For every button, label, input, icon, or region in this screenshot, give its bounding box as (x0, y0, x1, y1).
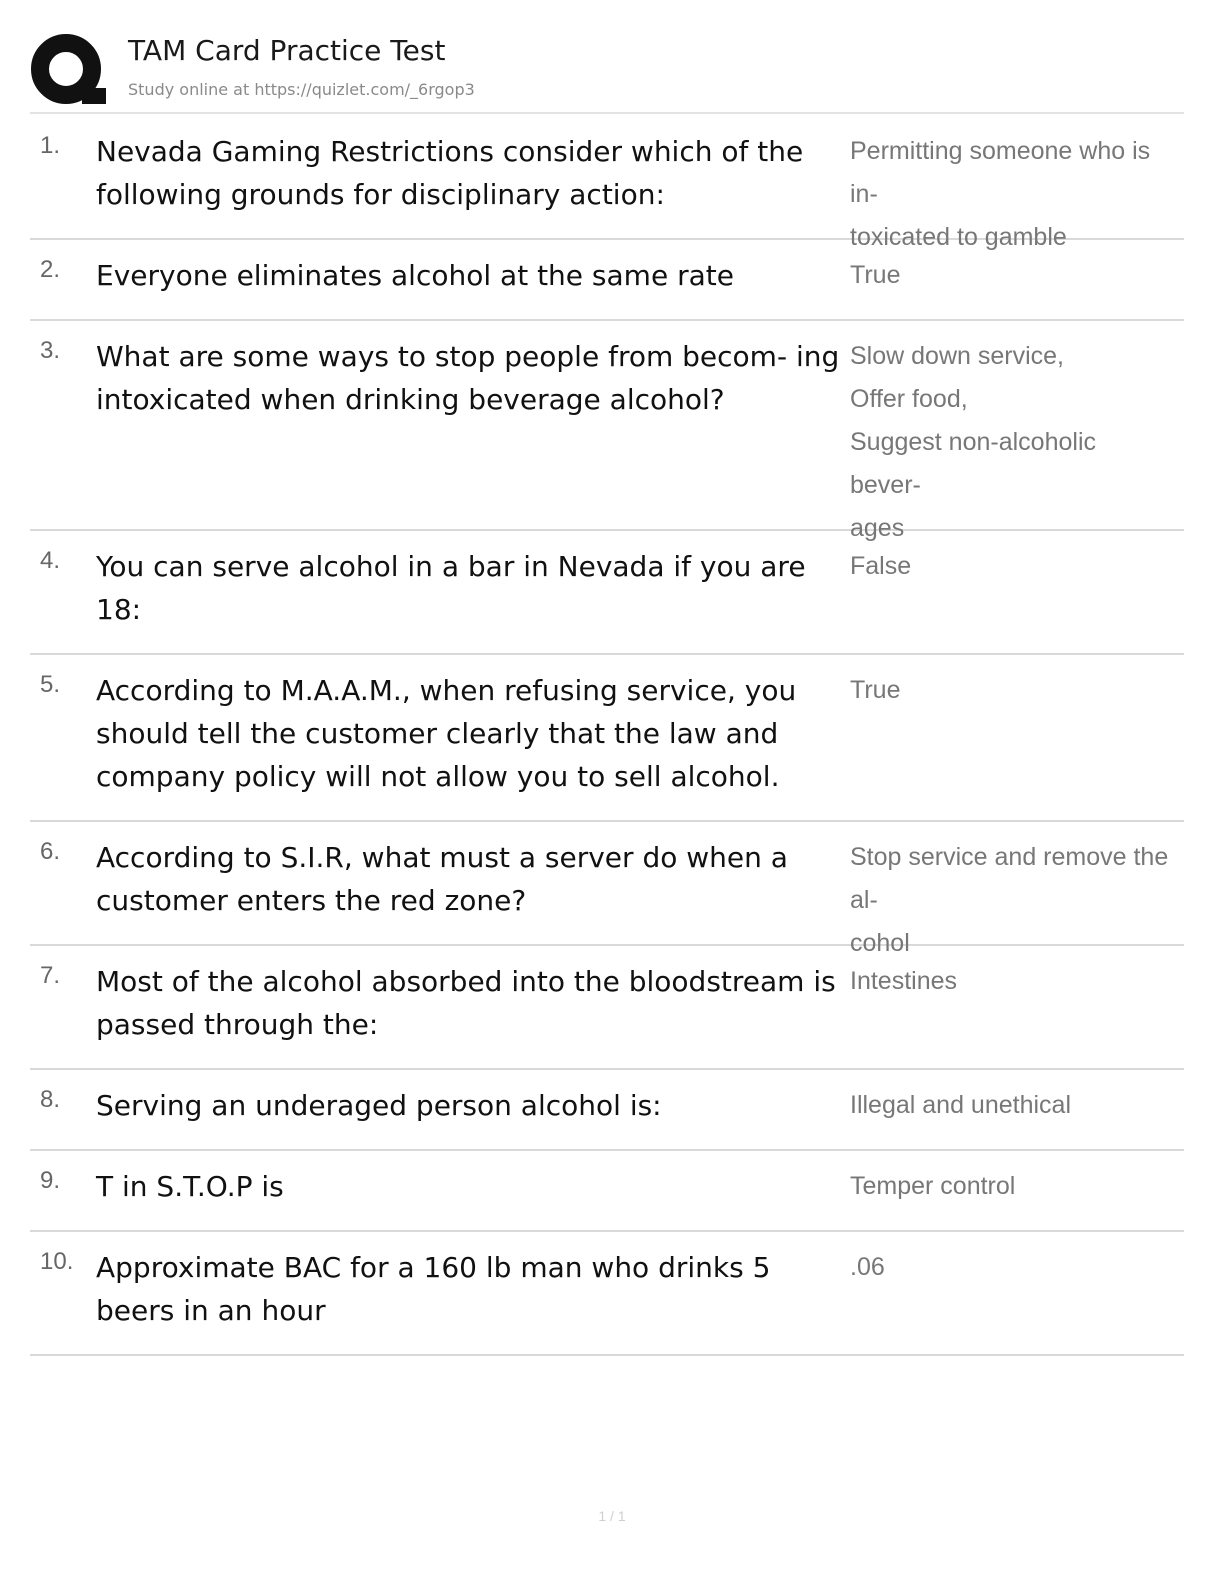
card-definition (850, 254, 1170, 297)
card-definition (850, 335, 1170, 550)
card-row (30, 1151, 1184, 1232)
card-term: You can serve alcohol in a bar in Nevada if you are 18: (96, 550, 806, 626)
card-term: What are some ways to stop people from becom- ing intoxicated when drinking beverage alcohol? (96, 340, 840, 416)
card-row (30, 655, 1184, 822)
card-row (30, 116, 1184, 251)
definition-line: False (850, 552, 912, 580)
card-term: Approximate BAC for a 160 lb man who drinks 5 beers in an hour (96, 1251, 771, 1327)
definition-line: Permitting someone who is in- (850, 137, 1151, 208)
card-row (30, 240, 1184, 321)
card-term: T in S.T.O.P is (96, 1170, 284, 1203)
card-definition (850, 545, 1170, 588)
card-row (30, 1070, 1184, 1151)
card-row (30, 822, 1184, 957)
definition-line: True (850, 676, 901, 704)
card-number: 1. (40, 132, 61, 159)
card-row (30, 1232, 1184, 1356)
card-definition (850, 1084, 1170, 1127)
definition-line: cohol (850, 929, 910, 957)
card-term: Everyone eliminates alcohol at the same rate (96, 259, 734, 292)
definition-line: Suggest non-alcoholic bever- (850, 428, 1096, 499)
card-definition (850, 1246, 1170, 1289)
card-term: Nevada Gaming Restrictions consider which of the following grounds for disciplinary action: (96, 135, 804, 211)
card-number: 6. (40, 838, 61, 865)
card-term: According to M.A.A.M., when refusing service, you should tell the customer clearly that the law and company policy will not allow you to sell alcohol. (96, 674, 797, 793)
page-title: TAM Card Practice Test (128, 34, 446, 67)
definition-line: Temper control (850, 1172, 1016, 1200)
definition-line: .06 (850, 1253, 885, 1281)
page-header (30, 28, 1184, 114)
flashcard-list (30, 116, 1184, 1356)
card-definition (850, 669, 1170, 712)
card-term: Most of the alcohol absorbed into the bloodstream is passed through the: (96, 965, 836, 1041)
card-number: 7. (40, 962, 61, 989)
quizlet-logo-icon (30, 32, 108, 110)
header-divider (30, 112, 1184, 114)
card-number: 5. (40, 671, 61, 698)
definition-line: ages (850, 514, 905, 542)
card-row (30, 946, 1184, 1070)
card-number: 8. (40, 1086, 61, 1113)
card-definition (850, 1165, 1170, 1208)
card-row (30, 321, 1184, 542)
definition-line: Illegal and unethical (850, 1091, 1071, 1119)
card-number: 9. (40, 1167, 61, 1194)
definition-line: True (850, 261, 901, 289)
definition-line: Slow down service, (850, 342, 1064, 370)
definition-line: Offer food, (850, 385, 968, 413)
card-term: According to S.I.R, what must a server do when a customer enters the red zone? (96, 841, 788, 917)
page-number: 1 / 1 (598, 1508, 626, 1524)
card-number: 10. (40, 1248, 74, 1275)
card-term: Serving an underaged person alcohol is: (96, 1089, 662, 1122)
definition-line: toxicated to gamble (850, 223, 1067, 251)
card-row (30, 531, 1184, 655)
definition-line: Intestines (850, 967, 958, 995)
card-number: 3. (40, 337, 61, 364)
card-number: 4. (40, 547, 61, 574)
definition-line: Stop service and remove the al- (850, 843, 1169, 914)
card-number: 2. (40, 256, 61, 283)
card-definition (850, 960, 1170, 1003)
study-link-text: Study online at https://quizlet.com/_6rgop3 (128, 80, 475, 99)
